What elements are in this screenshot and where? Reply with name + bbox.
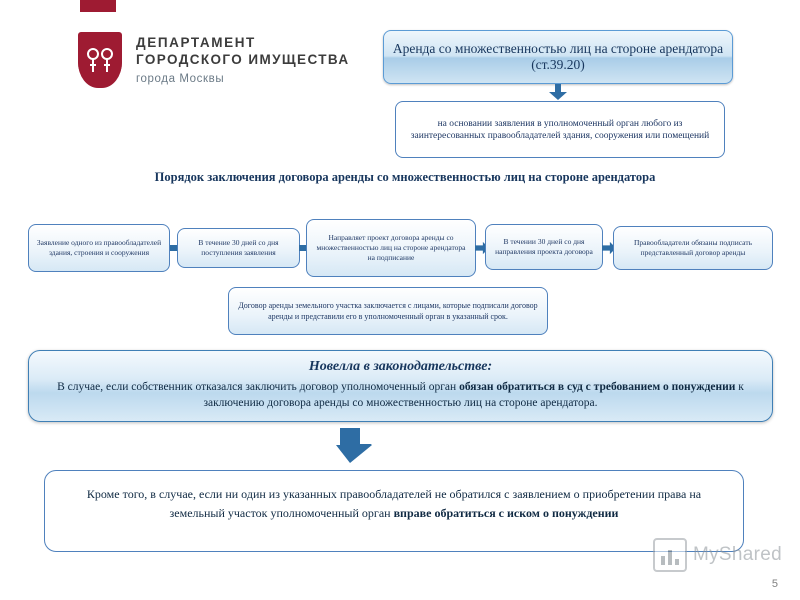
- novella-box: [28, 350, 773, 422]
- note-box: [228, 287, 548, 335]
- novella-heading: Новелла в законодательстве:: [308, 359, 493, 374]
- logo-line-1: ДЕПАРТАМЕНТ: [136, 35, 256, 50]
- subtitle-box: [395, 101, 725, 158]
- bottom-bold1: вправе обратиться с иском о понуждении: [393, 506, 619, 520]
- flow-step-5-text: Правообладатели обязаны подписать представленный договор аренды: [633, 238, 753, 257]
- flow-step-5: [613, 226, 773, 270]
- flow-step-2-text: В течение 30 дней со дня поступления заявления: [198, 238, 279, 257]
- chart-icon: [653, 538, 687, 572]
- arrow-title-to-subtitle: [546, 84, 570, 100]
- bottom-box: [44, 470, 744, 552]
- title-box-text: Аренда со множественностью лиц на стороне арендатора (ст.39.20): [392, 41, 724, 72]
- department-logo: [78, 32, 378, 104]
- flow-step-4: [485, 224, 603, 270]
- page-number: 5: [771, 578, 778, 590]
- top-red-bar: [80, 0, 116, 12]
- novella-part2: к заключению договора аренды со множественностью лиц на стороне арендатора.: [203, 381, 744, 409]
- novella-part1: В случае, если собственник отказался заключить договор уполномоченный орган: [57, 381, 460, 393]
- logo-line-2: ГОРОДСКОГО ИМУЩЕСТВА: [136, 52, 350, 67]
- flow-step-4-text: В течении 30 дней со дня направления проекта договора: [495, 237, 593, 256]
- logo-line-3: города Москвы: [136, 73, 225, 85]
- novella-body: [55, 379, 746, 411]
- bottom-part1: Кроме того, в случае, если ни один из указанных правообладателей не обратился с заявлением о приобретении права на земельный участок уполномоченный орган: [86, 487, 702, 520]
- flow-step-1-text: Заявление одного из правообладателей здания, строения и сооружения: [36, 238, 162, 257]
- flow-step-2: [177, 228, 300, 268]
- subtitle-box-text: на основании заявления в уполномоченный орган любого из заинтересованных правообладателей здания, сооружения или помещений: [410, 118, 710, 141]
- flow-step-3-text: Направляет проект договора аренды со множественностью лиц на стороне арендатора на подписание: [316, 233, 466, 262]
- note-box-text: Договор аренды земельного участка заключается с лицами, которые подписали договор аренды и представили его в уполномоченный орган в указанный срок.: [238, 301, 538, 321]
- watermark-text: MyShared: [693, 544, 782, 565]
- arrow-novella-to-bottom: [332, 428, 376, 464]
- title-box: [383, 30, 733, 84]
- novella-bold1: обязан обратиться в суд с требованием о понуждении: [459, 381, 736, 393]
- section-title: Порядок заключения договора аренды со множественностью лиц на стороне арендатора: [154, 170, 656, 184]
- flow-step-3: [306, 219, 476, 277]
- flow-step-1: [28, 224, 170, 272]
- shield-icon: [78, 32, 122, 88]
- watermark: [653, 538, 782, 572]
